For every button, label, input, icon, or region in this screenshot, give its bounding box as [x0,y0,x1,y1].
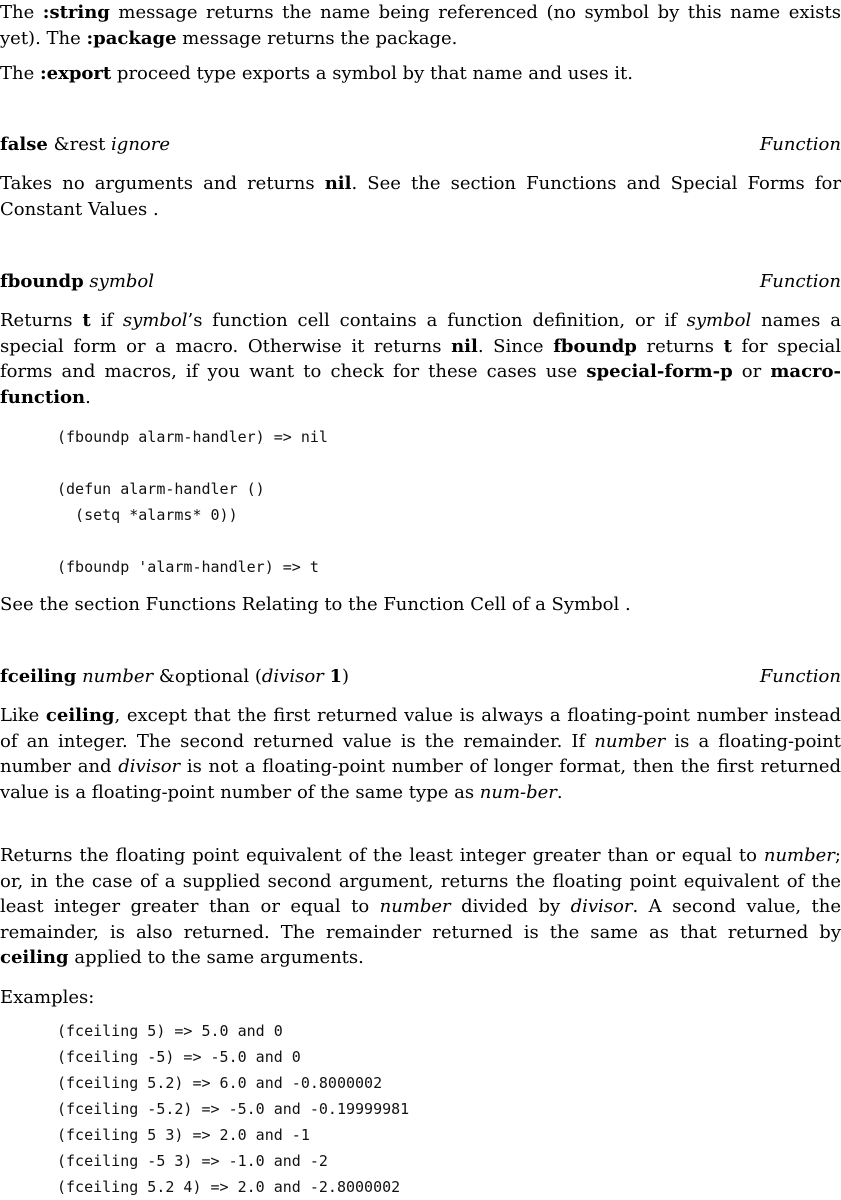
bold-term: ceiling [0,947,69,968]
italic-term: number [594,730,666,752]
bold-term: fceiling [0,666,77,687]
text-run: message returns the name being referenced (no symbol by this name exists yet). The [0,2,841,49]
text-run: proceed type exports a symbol by that name and uses it. [111,63,633,84]
bold-term: 1 [329,666,343,687]
italic-term: symbol [122,310,188,331]
intro-paragraph-export [0,61,841,87]
text-run: Returns [0,310,83,331]
text-run: is a floating-point number and [0,730,841,777]
false-entry-header [0,132,841,158]
text-run: Takes no arguments and returns [0,173,325,194]
fboundp-see-also [0,592,841,618]
text-run: if [90,310,123,331]
fceiling-description [0,703,841,805]
italic-term: number [763,845,835,866]
bold-term: fboundp [0,271,84,292]
false-signature [0,132,170,158]
italic-term: divisor [261,666,324,687]
bold-term: t [723,335,732,357]
italic-term: divisor [570,896,633,917]
text-run: names a special form or a macro. Otherwise it returns [0,310,841,357]
text-run: . A second value, the remainder, is also returned. The remainder returned is the same as that returned by [0,896,841,943]
text-run: , except that the first returned value is always a floating-point number instead of an integer. The second returned value is the remainder. If [0,705,841,752]
italic-term: divisor [118,756,181,777]
bold-term: t [82,310,91,331]
text-run: . See the section Functions and Special Forms for Constant Values . [0,173,841,220]
text-run: . Since [477,335,554,357]
text-run: ; or, in the case of a supplied second argument, returns the floating point equivalent of the least integer greater than or equal to [0,845,841,917]
text-run: The [0,63,40,84]
text-run: . [85,386,91,408]
fboundp-entry-header [0,269,841,295]
text-run: divided by [450,896,571,917]
fceiling-code-examples: (fceiling 5) => 5.0 and 0 (fceiling -5) => -5.0 and 0 (fceiling 5.2) => 6.0 and -0.8000002 (fceiling -5.2) => -5.0 and -0.19999981 (fceiling 5 3) => 2.0 and -1 (fceiling -5 3) => -1.0 and -2 (fceiling 5.2 4) => 2.0 and -2.8000002 [57,1022,410,1196]
fboundp-description [0,308,841,410]
text-run: &rest [47,134,112,155]
italic-term: num-ber [479,781,557,803]
text-run: ’s function cell contains a function definition, or if [187,310,687,331]
text-run: Returns the floating point equivalent of the least integer greater than or equal to [0,845,764,866]
intro-paragraph-string-package [0,0,841,51]
false-kind-label: Function [759,134,841,155]
bold-term: special-form-p [586,361,733,382]
text-run: returns [636,335,724,357]
text-run: for special forms and macros, if you want to check for these cases use [0,335,841,382]
fceiling-kind-label: Function [759,666,841,687]
text-run: is not a floating-point number of longer format, then the first returned value is a floating-point number of the same type as [0,756,841,803]
text-run: applied to the same arguments. [68,947,364,968]
bold-term: nil [324,173,352,194]
text-run: Like [0,705,46,726]
bold-term: :string [42,2,110,23]
fceiling-description-2 [0,843,841,971]
text-run: &optional ( [153,666,262,687]
text-run: . [556,781,563,803]
italic-term: ignore [111,134,171,155]
fceiling-signature [0,664,349,690]
italic-term: number [82,666,154,687]
text-run: See the section Functions Relating to the Function Cell of a Symbol . [0,594,631,615]
fboundp-code-example: (fboundp alarm-handler) => nil (defun alarm-handler () (setq *alarms* 0)) (fboundp 'alarm-handler) => t [57,428,328,576]
fceiling-examples-label: Examples: [0,987,95,1008]
bold-term: :export [39,63,112,84]
text-run: message returns the package. [176,27,458,49]
bold-term: ceiling [45,705,115,726]
italic-term: number [379,896,451,917]
italic-term: symbol [89,271,155,292]
bold-term: fboundp [553,335,637,357]
text-run: The [0,2,43,23]
fboundp-signature [0,269,154,295]
bold-term: nil [451,335,478,357]
fboundp-kind-label: Function [759,271,841,292]
italic-term: symbol [686,310,752,331]
text-run: ) [342,666,350,687]
text-run: or [732,361,771,382]
bold-term: :package [86,27,177,49]
fceiling-entry-header [0,664,841,690]
false-description [0,171,841,222]
bold-term: false [0,134,48,155]
bold-term: macro-function [0,361,841,408]
